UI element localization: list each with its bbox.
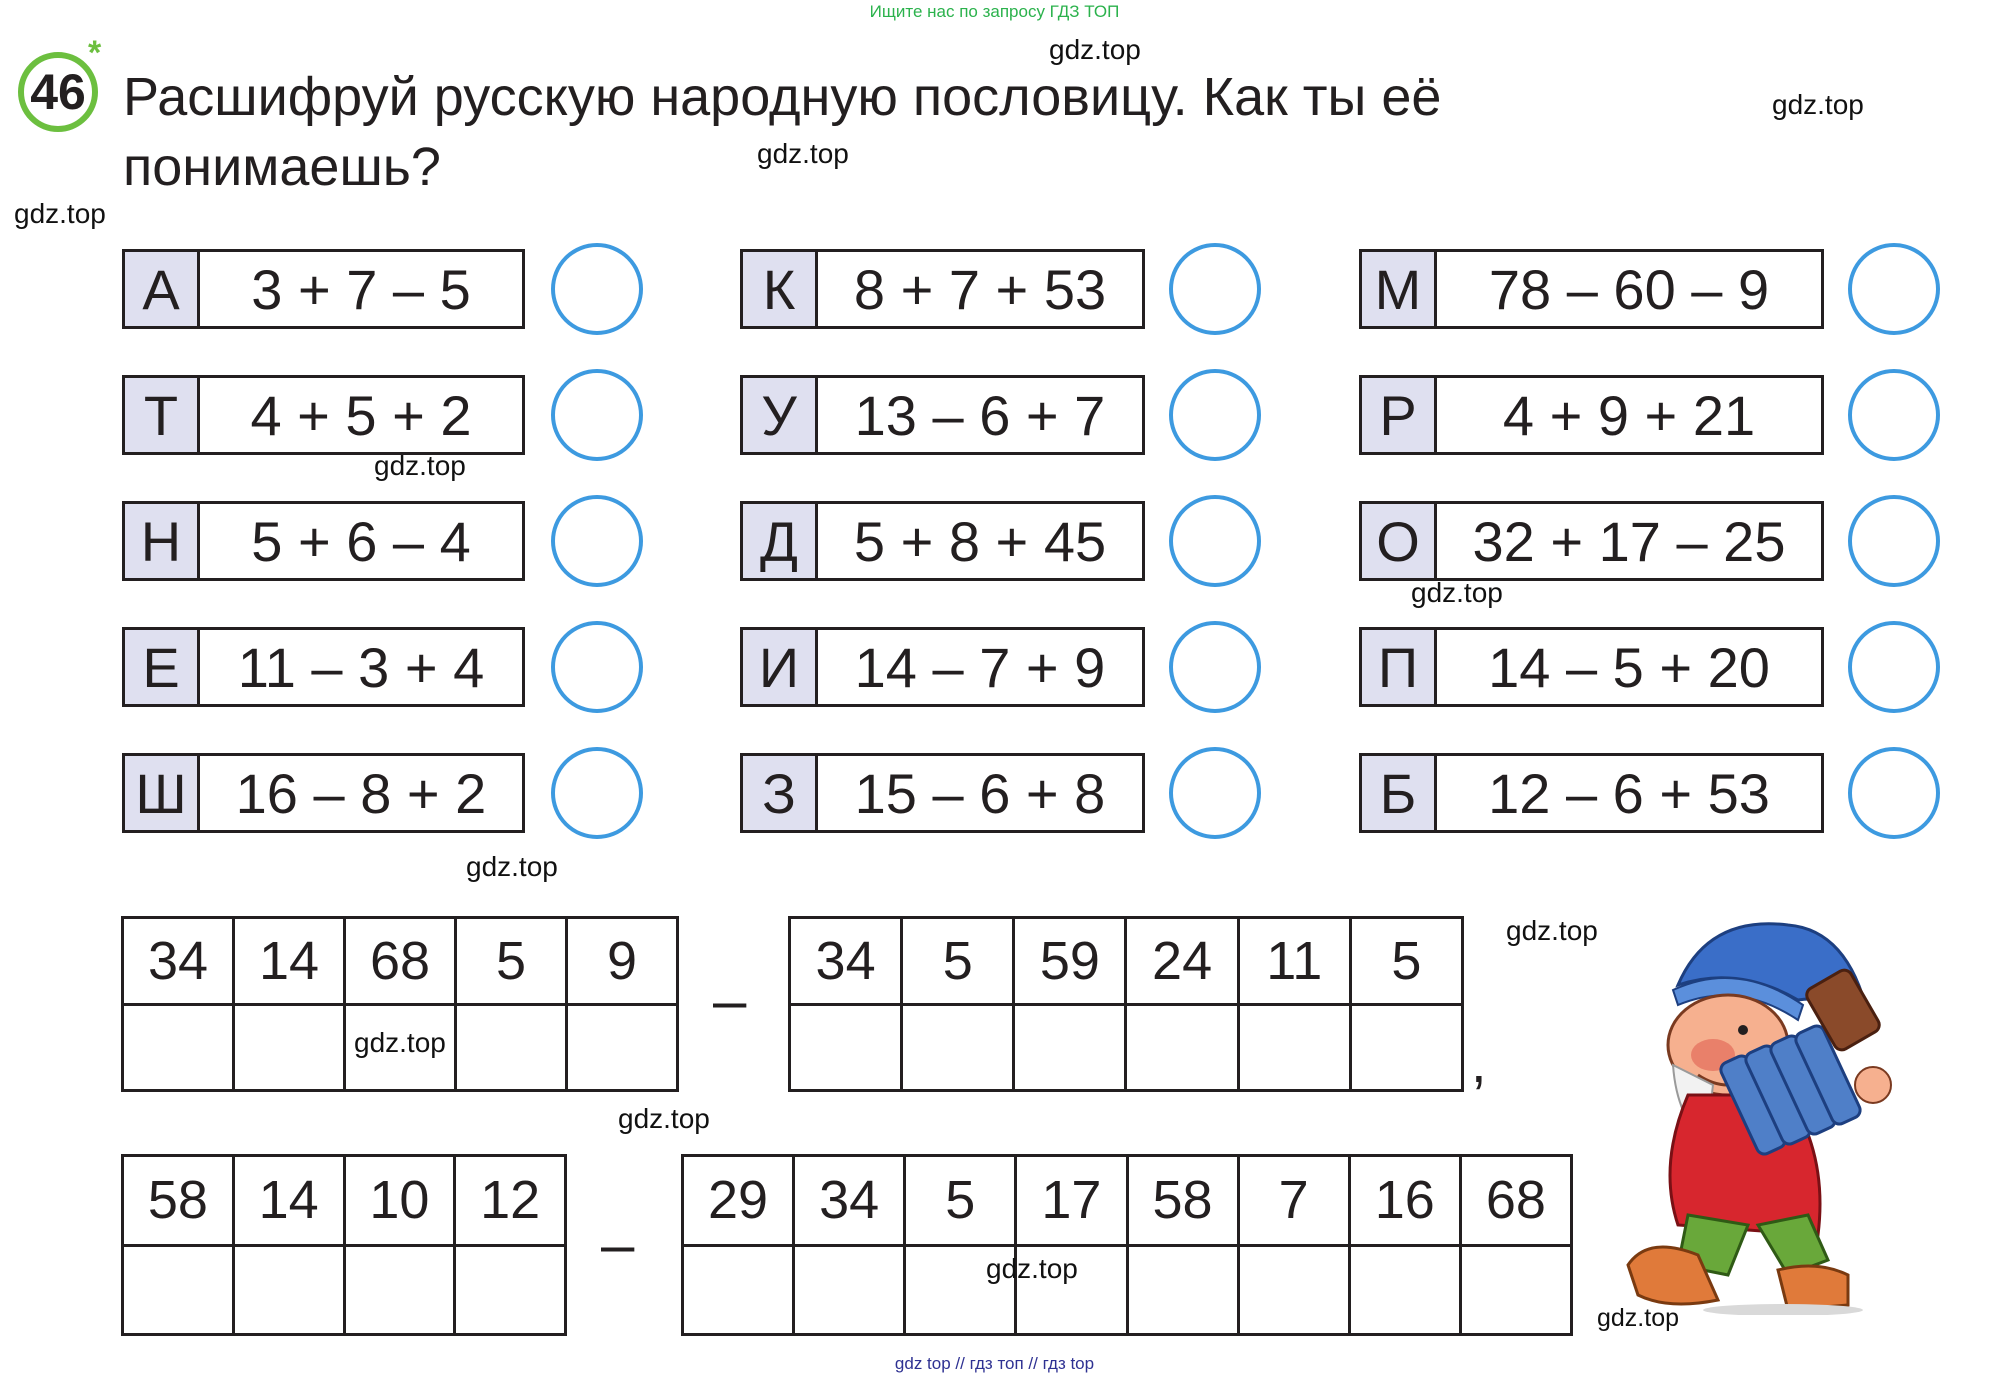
grid-answer-cell[interactable]: [457, 1006, 568, 1093]
answer-grid-row2-right: [681, 1154, 1573, 1336]
grid-number: 58: [124, 1157, 235, 1247]
grid-answer-cell[interactable]: [903, 1006, 1015, 1093]
equation-card-n: [122, 501, 525, 581]
watermark: gdz.top: [1506, 915, 1598, 946]
card-letter: У: [743, 378, 818, 452]
card-letter: Б: [1362, 756, 1437, 830]
card-letter: И: [743, 630, 818, 704]
equation-card-p: [1359, 627, 1824, 707]
grid-answer-cell[interactable]: [1127, 1006, 1239, 1093]
watermark: gdz.top: [986, 1253, 1078, 1284]
grid-number: 59: [1015, 919, 1127, 1006]
answer-grid-row1-left: [121, 916, 679, 1092]
grid-number: 5: [903, 919, 1015, 1006]
grid-number: 34: [791, 919, 903, 1006]
answer-circle[interactable]: [1169, 621, 1261, 713]
grid-number: 10: [346, 1157, 457, 1247]
grid-number: 17: [1017, 1157, 1128, 1247]
equation-card-d: [740, 501, 1145, 581]
card-expression: 11 – 3 + 4: [237, 635, 485, 699]
card-expression: 5 + 8 + 45: [853, 509, 1107, 573]
grid-answer-cell[interactable]: [795, 1247, 906, 1337]
card-expression: 32 + 17 – 25: [1472, 509, 1786, 573]
answer-circle[interactable]: [1169, 243, 1261, 335]
star-icon: *: [88, 34, 102, 72]
grid-answer-cell[interactable]: [1351, 1247, 1462, 1337]
answer-grid-row2-left: [121, 1154, 567, 1336]
card-expression: 4 + 9 + 21: [1502, 383, 1756, 447]
card-letter: П: [1362, 630, 1437, 704]
equation-card-u: [740, 375, 1145, 455]
grid-number: 29: [684, 1157, 795, 1247]
answer-circle[interactable]: [1848, 243, 1940, 335]
card-expression: 4 + 5 + 2: [250, 383, 472, 447]
grid-number: 5: [1352, 919, 1464, 1006]
watermark: gdz.top: [1772, 89, 1864, 120]
card-expression: 14 – 7 + 9: [854, 635, 1106, 699]
grid-number: 16: [1351, 1157, 1462, 1247]
grid-answer-cell[interactable]: [235, 1247, 346, 1337]
equation-card-r: [1359, 375, 1824, 455]
grid-answer-cell[interactable]: [791, 1006, 903, 1093]
grid-number: 14: [235, 919, 346, 1006]
task-number-badge: [18, 52, 98, 132]
grid-answer-cell[interactable]: [1462, 1247, 1573, 1337]
card-letter: Д: [743, 504, 818, 578]
footer-banner: gdz top // гдз топ // гдз top: [894, 1354, 1095, 1373]
dash-separator: –: [713, 967, 747, 1034]
answer-circle[interactable]: [1169, 369, 1261, 461]
answer-circle[interactable]: [551, 369, 643, 461]
equation-card-o: [1359, 501, 1824, 581]
equation-card-a: [122, 249, 525, 329]
answer-circle[interactable]: [1169, 495, 1261, 587]
equation-card-m: [1359, 249, 1824, 329]
equation-card-z: [740, 753, 1145, 833]
grid-number: 9: [568, 919, 679, 1006]
grid-number: 34: [795, 1157, 906, 1247]
card-letter: О: [1362, 504, 1437, 578]
card-letter: Р: [1362, 378, 1437, 452]
watermark: gdz.top: [618, 1103, 710, 1134]
grid-answer-cell[interactable]: [1240, 1247, 1351, 1337]
card-expression: 14 – 5 + 20: [1488, 635, 1770, 699]
grid-answer-cell[interactable]: [1240, 1006, 1352, 1093]
card-expression: 13 – 6 + 7: [854, 383, 1106, 447]
answer-circle[interactable]: [1169, 747, 1261, 839]
grid-answer-cell[interactable]: [1015, 1006, 1127, 1093]
grid-answer-cell[interactable]: [124, 1247, 235, 1337]
grid-number: 12: [456, 1157, 567, 1247]
card-expression: 16 – 8 + 2: [235, 761, 487, 825]
watermark: gdz.top: [1049, 34, 1141, 65]
answer-circle[interactable]: [551, 621, 643, 713]
grid-answer-cell[interactable]: [235, 1006, 346, 1093]
card-letter: З: [743, 756, 818, 830]
task-text: Расшифруй русскую народную пословицу. Как ты её понимаешь?: [123, 67, 1442, 197]
grid-number: 68: [346, 919, 457, 1006]
grid-number: 5: [457, 919, 568, 1006]
task-number: 46: [30, 64, 86, 120]
card-expression: 8 + 7 + 53: [853, 257, 1107, 321]
watermark: gdz.top: [1597, 1304, 1680, 1332]
gnome-illustration: [1618, 905, 1948, 1315]
card-expression: 15 – 6 + 8: [854, 761, 1106, 825]
card-letter: Е: [125, 630, 200, 704]
watermark: gdz.top: [757, 138, 849, 169]
watermark: gdz.top: [466, 851, 558, 882]
grid-number: 5: [906, 1157, 1017, 1247]
card-letter: М: [1362, 252, 1437, 326]
answer-circle[interactable]: [1848, 621, 1940, 713]
grid-answer-cell[interactable]: [124, 1006, 235, 1093]
card-expression: 3 + 7 – 5: [251, 257, 471, 321]
watermark: gdz.top: [14, 198, 106, 229]
grid-answer-cell[interactable]: [456, 1247, 567, 1337]
card-letter: К: [743, 252, 818, 326]
grid-number: 58: [1129, 1157, 1240, 1247]
card-expression: 78 – 60 – 9: [1488, 257, 1770, 321]
card-letter: А: [125, 252, 200, 326]
card-letter: Н: [125, 504, 200, 578]
grid-number: 14: [235, 1157, 346, 1247]
watermark: gdz.top: [354, 1027, 446, 1058]
watermark: gdz.top: [374, 450, 466, 481]
card-expression: 5 + 6 – 4: [251, 509, 471, 573]
grid-number: 68: [1462, 1157, 1573, 1247]
top-banner: Ищите нас по запросу ГДЗ ТОП: [869, 2, 1120, 21]
dash-separator: –: [601, 1211, 635, 1278]
watermark: gdz.top: [1411, 577, 1503, 608]
equation-card-k: [740, 249, 1145, 329]
answer-circle[interactable]: [1848, 369, 1940, 461]
grid-number: 24: [1127, 919, 1239, 1006]
grid-number: 11: [1240, 919, 1352, 1006]
grid-answer-cell[interactable]: [568, 1006, 679, 1093]
card-letter: Ш: [125, 756, 200, 830]
grid-answer-cell[interactable]: [684, 1247, 795, 1337]
answer-grid-row1-right: [788, 916, 1464, 1092]
grid-answer-cell[interactable]: [1129, 1247, 1240, 1337]
grid-answer-cell[interactable]: [346, 1247, 457, 1337]
card-expression: 12 – 6 + 53: [1488, 761, 1770, 825]
answer-circle[interactable]: [551, 243, 643, 335]
answer-circle[interactable]: [1848, 495, 1940, 587]
comma-separator: ,: [1471, 1031, 1487, 1094]
equation-card-t: [122, 375, 525, 455]
grid-answer-cell[interactable]: [1352, 1006, 1464, 1093]
answer-circle[interactable]: [551, 747, 643, 839]
equation-card-e: [122, 627, 525, 707]
answer-circle[interactable]: [1848, 747, 1940, 839]
grid-number: 7: [1240, 1157, 1351, 1247]
equation-card-sh: [122, 753, 525, 833]
grid-number: 34: [124, 919, 235, 1006]
card-letter: Т: [125, 378, 200, 452]
equation-card-b: [1359, 753, 1824, 833]
answer-circle[interactable]: [551, 495, 643, 587]
equation-card-i: [740, 627, 1145, 707]
